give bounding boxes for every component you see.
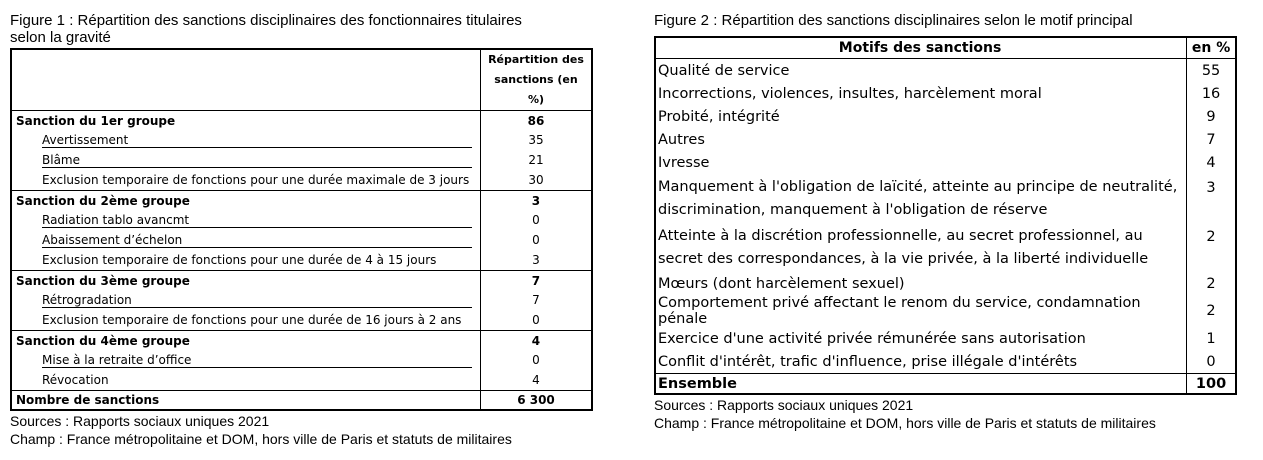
table-row: [655, 223, 1236, 272]
row-value: 9: [1206, 108, 1216, 125]
row-value: 4: [532, 373, 540, 387]
champ-note: Champ : France métropolitaine et DOM, hors ville de Paris et statuts de militaires: [654, 415, 1156, 431]
row-value: 2: [1206, 303, 1216, 319]
table-row: [11, 130, 592, 150]
row-label: Avertissement: [42, 133, 472, 148]
row-label: Rétrogradation: [42, 293, 472, 308]
row-value: 0: [532, 213, 540, 227]
group-value: 3: [480, 191, 592, 211]
header-empty-cell: [11, 49, 480, 111]
total-value: 6 300: [480, 391, 592, 411]
group-row: [11, 331, 592, 351]
row-label: Autres: [655, 128, 1187, 151]
figure-1-title: Figure 1 : Répartition des sanctions disciplinaires des fonctionnaires titulaires selon la gravité: [10, 12, 522, 46]
row-label: Révocation: [42, 373, 109, 387]
total-label: Ensemble: [655, 374, 1187, 395]
row-value: 2: [1206, 229, 1216, 245]
table-row: [655, 105, 1236, 128]
row-label: Blâme: [42, 153, 472, 168]
sanctions-by-motive-table: [654, 36, 1237, 395]
row-value: 3: [532, 253, 540, 267]
table-row: [11, 350, 592, 370]
row-label: Exclusion temporaire de fonctions pour une durée de 16 jours à 2 ans: [42, 313, 462, 327]
table-row: [11, 310, 592, 331]
row-value: 30: [528, 173, 544, 187]
total-row: [11, 391, 592, 411]
table-row: [11, 150, 592, 170]
row-label: Ivresse: [655, 151, 1187, 174]
row-label: Abaissement d’échelon: [42, 233, 472, 248]
table-row: [11, 230, 592, 250]
group-label: Sanction du 4ème groupe: [11, 331, 480, 351]
table-row: [655, 327, 1236, 350]
row-label: Incorrections, violences, insultes, harcèlement moral: [655, 82, 1187, 105]
sources-note: Sources : Rapports sociaux uniques 2021: [10, 413, 270, 429]
row-label: Mœurs (dont harcèlement sexuel): [655, 272, 1187, 295]
group-label: Sanction du 2ème groupe: [11, 191, 480, 211]
table-row: [11, 210, 592, 230]
group-value: 86: [480, 111, 592, 131]
row-value: 1: [1206, 330, 1216, 347]
table-row: [655, 295, 1236, 327]
figure-2: [654, 12, 1239, 431]
table-row: [655, 59, 1236, 83]
table-row: [655, 128, 1236, 151]
table-row: [655, 272, 1236, 295]
row-label: Comportement privé affectant le renom du service, condamnation pénale: [655, 295, 1187, 327]
row-label: Conflit d'intérêt, trafic d'influence, prise illégale d'intérêts: [655, 350, 1187, 374]
group-row: [11, 271, 592, 291]
row-label: Mise à la retraite d’office: [42, 353, 472, 368]
table-row: [11, 290, 592, 310]
row-value: 0: [532, 353, 540, 367]
champ-note: Champ : France métropolitaine et DOM, hors ville de Paris et statuts de militaires: [10, 431, 512, 447]
figure-2-title: Figure 2 : Répartition des sanctions disciplinaires selon le motif principal: [654, 12, 1133, 29]
figure-1: [10, 12, 595, 447]
row-value: 0: [532, 233, 540, 247]
group-row: [11, 111, 592, 131]
row-label: Exercice d'une activité privée rémunérée sans autorisation: [655, 327, 1187, 350]
row-value: 4: [1206, 154, 1216, 171]
row-label: Atteinte à la discrétion professionnelle, au secret professionnel, au secret des correspondances, à la vie privée, à la liberté individuelle: [655, 223, 1187, 272]
row-value: 3: [1206, 180, 1216, 196]
row-value: 16: [1201, 85, 1221, 102]
row-label: Qualité de service: [655, 59, 1187, 83]
group-label: Sanction du 3ème groupe: [11, 271, 480, 291]
row-value: 7: [532, 293, 540, 307]
row-value: 0: [532, 313, 540, 327]
sanctions-by-severity-table: [10, 48, 593, 411]
table-row: [11, 250, 592, 271]
table-row: [11, 170, 592, 191]
header-motifs: Motifs des sanctions: [655, 37, 1187, 59]
row-value: 7: [1206, 131, 1216, 148]
table-row: [655, 82, 1236, 105]
sources-note: Sources : Rapports sociaux uniques 2021: [654, 397, 914, 413]
row-value: 35: [528, 133, 544, 147]
group-value: 7: [480, 271, 592, 291]
row-value: 21: [528, 153, 544, 167]
table-row: [11, 370, 592, 391]
table-row: [655, 350, 1236, 374]
total-row: [655, 374, 1236, 395]
table-row: [655, 174, 1236, 223]
row-label: Probité, intégrité: [655, 105, 1187, 128]
total-value: 100: [1187, 374, 1236, 395]
header-repartition: Répartition des sanctions (en %): [480, 49, 592, 111]
group-label: Sanction du 1er groupe: [11, 111, 480, 131]
group-row: [11, 191, 592, 211]
row-value: 55: [1201, 62, 1221, 79]
total-label: Nombre de sanctions: [11, 391, 480, 411]
table-row: [655, 151, 1236, 174]
table-header-row: [11, 49, 592, 111]
row-label: Exclusion temporaire de fonctions pour une durée de 4 à 15 jours: [42, 253, 437, 267]
row-label: Exclusion temporaire de fonctions pour une durée maximale de 3 jours: [42, 173, 470, 187]
group-value: 4: [480, 331, 592, 351]
row-label: Manquement à l'obligation de laïcité, atteinte au principe de neutralité, discrimination, manquement à l'obligation de réserve: [655, 174, 1187, 223]
row-value: 0: [1206, 353, 1216, 370]
table-header-row: [655, 37, 1236, 59]
header-pct: en %: [1187, 37, 1236, 59]
row-value: 2: [1206, 275, 1216, 292]
row-label: Radiation tablo avancmt: [42, 213, 472, 228]
